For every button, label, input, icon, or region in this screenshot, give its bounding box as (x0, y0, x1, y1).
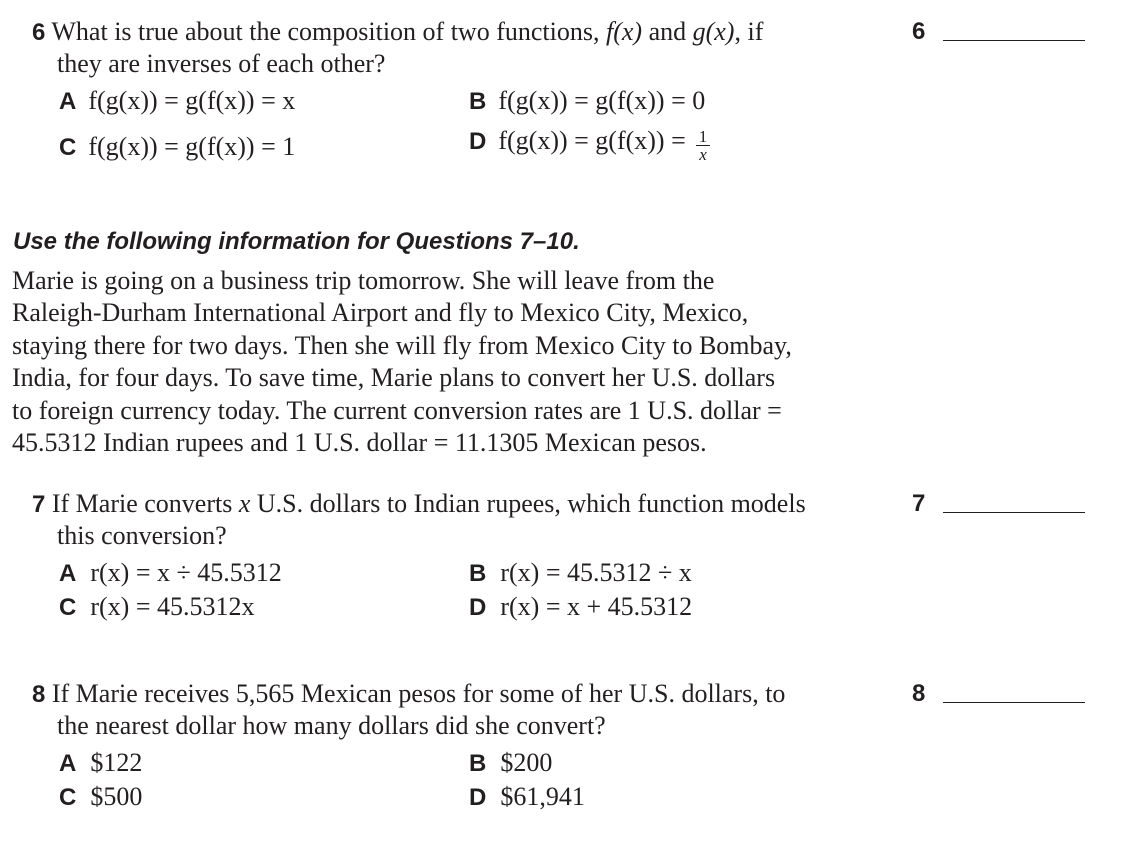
stem-text: What is true about the composition of two functions, (45, 17, 606, 46)
answer-label-8: 8 (912, 680, 926, 707)
question-8-stem-line-1 (32, 678, 785, 711)
stem-text: If Marie receives 5,565 Mexican pesos for some of her U.S. dollars, to (45, 679, 786, 708)
info-paragraph (12, 265, 792, 459)
option-letter: D (469, 594, 487, 621)
info-line: Marie is going on a business trip tomorrow. She will leave from the (12, 266, 715, 295)
option-text: r(x) = x + 45.5312 (500, 592, 693, 621)
question-6-stem-line-2: they are inverses of each other? (57, 49, 386, 78)
answer-label-6: 6 (912, 18, 926, 45)
option-text: f(g(x)) = g(f(x)) = (498, 126, 686, 155)
q6-option-d[interactable] (469, 126, 710, 163)
math-fx: f(x) (605, 17, 643, 46)
stem-text: U.S. dollars to Indian rupees, which function models (250, 489, 806, 518)
question-number: 6 (32, 19, 46, 46)
option-letter: B (469, 88, 487, 115)
option-text: r(x) = x ÷ 45.5312 (90, 558, 282, 587)
info-line: staying there for two days. Then she will fly from Mexico City to Bombay, (12, 330, 792, 360)
fraction-denominator: x (699, 144, 707, 164)
answer-blank-8[interactable] (943, 702, 1085, 703)
option-letter: A (59, 750, 77, 777)
stem-text: and (642, 17, 693, 46)
option-text: f(g(x)) = g(f(x)) = 0 (498, 86, 706, 115)
option-text: $200 (500, 748, 553, 777)
question-7-stem-line-1 (32, 488, 806, 521)
q6-option-c[interactable] (59, 132, 295, 162)
option-text: $122 (90, 748, 143, 777)
question-7-stem-line-2: this conversion? (57, 521, 227, 550)
q8-option-b[interactable] (469, 748, 552, 778)
option-letter: D (469, 784, 487, 811)
option-letter: C (59, 594, 77, 621)
answer-blank-6[interactable] (943, 40, 1085, 41)
option-text: f(g(x)) = g(f(x)) = x (88, 86, 296, 115)
option-letter: B (469, 750, 487, 777)
option-text: $61,941 (500, 782, 585, 811)
stem-text: , if (734, 17, 764, 46)
fraction (696, 128, 711, 163)
q8-option-c[interactable] (59, 782, 142, 812)
info-line: India, for four days. To save time, Marie plans to convert her U.S. dollars (12, 363, 776, 393)
question-6-stem-line-1 (32, 16, 763, 49)
info-heading: Use the following information for Questions 7–10. (13, 228, 580, 255)
question-8-stem-line-2: the nearest dollar how many dollars did she convert? (57, 711, 606, 740)
q8-option-d[interactable] (469, 782, 585, 812)
math-var-x: x (238, 489, 251, 518)
q7-option-a[interactable] (59, 558, 282, 588)
option-letter: B (469, 560, 487, 587)
answer-label-7: 7 (912, 490, 926, 517)
option-text: r(x) = 45.5312 ÷ x (500, 558, 692, 587)
option-letter: C (59, 134, 77, 161)
q7-option-b[interactable] (469, 558, 692, 588)
option-text: f(g(x)) = g(f(x)) = 1 (88, 132, 296, 161)
option-letter: C (59, 784, 77, 811)
option-text: r(x) = 45.5312x (90, 592, 255, 621)
question-number: 7 (32, 491, 46, 518)
q7-option-d[interactable] (469, 592, 692, 622)
fraction-numerator: 1 (696, 128, 711, 146)
q8-option-a[interactable] (59, 748, 142, 778)
info-line: 45.5312 Indian rupees and 1 U.S. dollar = 11.1305 Mexican pesos. (12, 428, 707, 458)
question-number: 8 (32, 681, 46, 708)
info-line: to foreign currency today. The current conversion rates are 1 U.S. dollar = (12, 395, 782, 425)
math-gx: g(x) (692, 17, 735, 46)
q6-option-a[interactable] (59, 86, 295, 116)
q7-option-c[interactable] (59, 592, 254, 622)
option-letter: A (59, 560, 77, 587)
answer-blank-7[interactable] (943, 512, 1085, 513)
q6-option-b[interactable] (469, 86, 705, 116)
option-letter: A (59, 88, 77, 115)
info-line: Raleigh-Durham International Airport and fly to Mexico City, Mexico, (12, 298, 749, 328)
stem-text: If Marie converts (45, 489, 239, 518)
option-letter: D (469, 128, 487, 155)
option-text: $500 (90, 782, 143, 811)
